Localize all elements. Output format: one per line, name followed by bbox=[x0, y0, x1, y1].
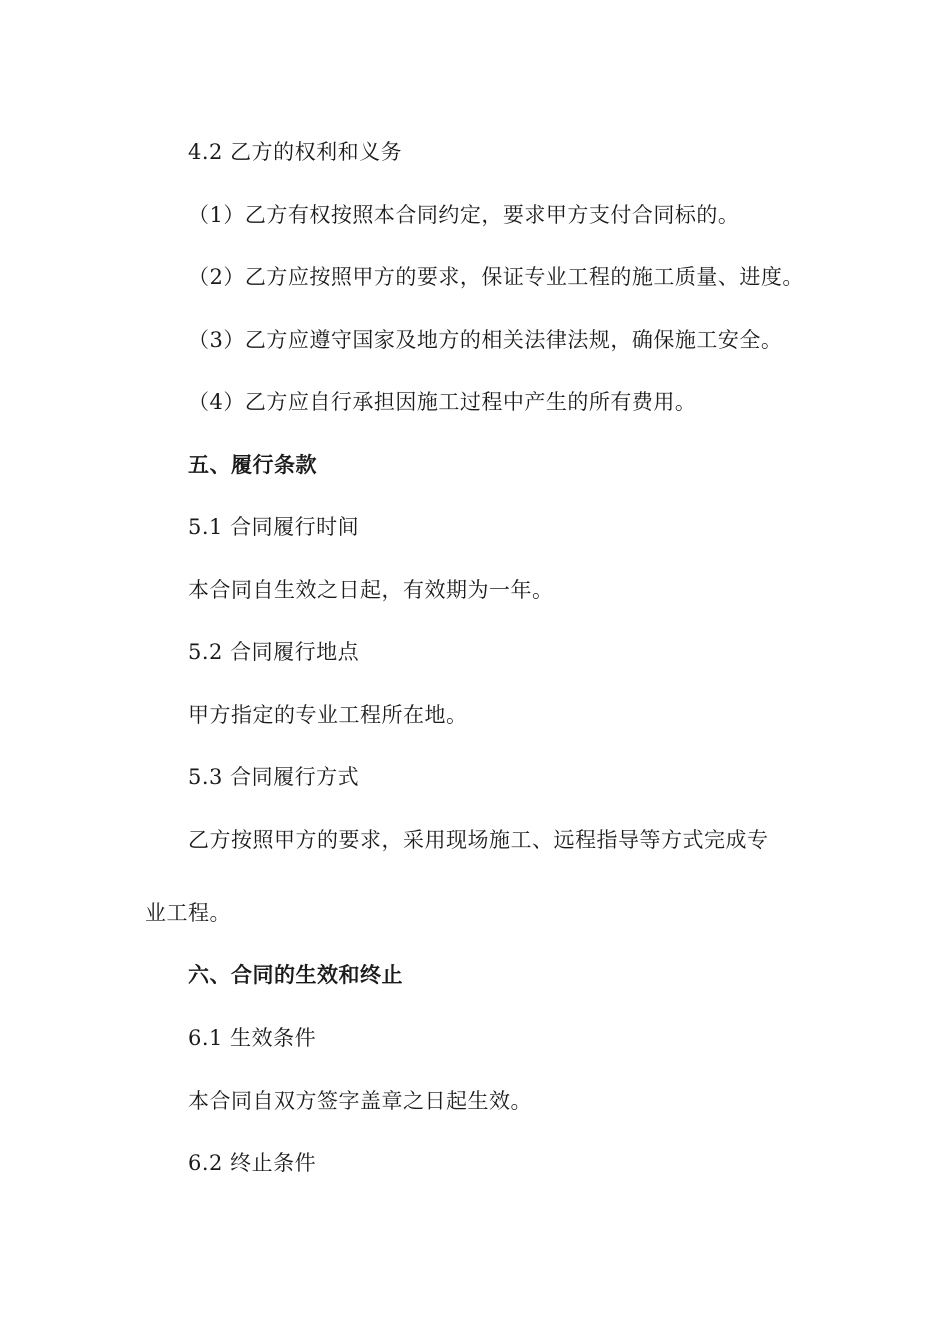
list-item: （2）乙方应按照甲方的要求，保证专业工程的施工质量、进度。 bbox=[188, 265, 804, 289]
subsection-heading-4-2: 4.2 乙方的权利和义务 bbox=[188, 140, 403, 164]
subsection-heading-6-2: 6.2 终止条件 bbox=[188, 1151, 317, 1175]
paragraph-line: 乙方按照甲方的要求，采用现场施工、远程指导等方式完成专 bbox=[188, 828, 769, 852]
list-item: （3）乙方应遵守国家及地方的相关法律法规，确保施工安全。 bbox=[188, 328, 783, 352]
list-item: （1）乙方有权按照本合同约定，要求甲方支付合同标的。 bbox=[188, 203, 740, 227]
subsection-heading-5-1: 5.1 合同履行时间 bbox=[188, 515, 360, 539]
subsection-heading-5-3: 5.3 合同履行方式 bbox=[188, 765, 360, 789]
list-item: （4）乙方应自行承担因施工过程中产生的所有费用。 bbox=[188, 390, 697, 414]
paragraph: 甲方指定的专业工程所在地。 bbox=[188, 703, 468, 727]
subsection-heading-5-2: 5.2 合同履行地点 bbox=[188, 640, 360, 664]
section-title-5: 五、履行条款 bbox=[188, 453, 317, 477]
section-title-6: 六、合同的生效和终止 bbox=[188, 963, 403, 987]
paragraph: 本合同自双方签字盖章之日起生效。 bbox=[188, 1089, 532, 1113]
subsection-heading-6-1: 6.1 生效条件 bbox=[188, 1026, 317, 1050]
paragraph: 本合同自生效之日起，有效期为一年。 bbox=[188, 578, 554, 602]
paragraph-line: 业工程。 bbox=[145, 901, 231, 925]
